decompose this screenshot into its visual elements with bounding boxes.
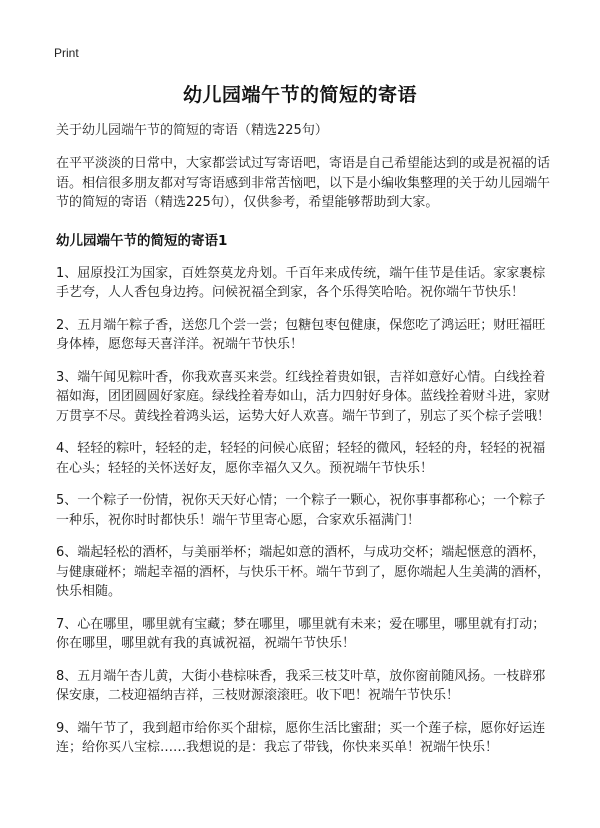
section-heading: 幼儿园端午节的简短的寄语1 — [56, 232, 228, 249]
message-item: 8、五月端午杏儿黄，大街小巷棕味香，我采三枝艾叶草，放你窗前随风扬。一枝辟邪保安康，二枝迎福纳吉祥，三枝财源滚滚旺。收下吧！祝端午节快乐！ — [56, 668, 546, 703]
message-item: 5、一个粽子一份情，祝你天天好心情；一个粽子一颗心，祝你事事都称心；一个粽子一种乐，祝你时时都快乐！端午节里寄心愿，合家欢乐福满门！ — [56, 493, 546, 528]
message-item: 2、五月端午粽子香，送您几个尝一尝；包糖包枣包健康，保您吃了鸿运旺；财旺福旺身体棒，愿您每天喜洋洋。祝端午节快乐！ — [56, 317, 546, 352]
article-body — [56, 121, 550, 771]
article-subtitle: 关于幼儿园端午节的简短的寄语（精选225句） — [56, 123, 328, 138]
page-title: 幼儿园端午节的简短的寄语 — [182, 84, 417, 106]
print-link[interactable]: Print — [54, 46, 79, 60]
message-item: 3、端午闻见粽叶香，你我欢喜买来尝。红线拴着贵如银，吉祥如意好心情。白线拴着福如海，团团圆圆好家庭。绿线拴着寿如山，活力四射好身体。蓝线拴着财斗进，家财万贯享不尽。黄线拴着鸿头运，运势大好人欢喜。端午节到了，别忘了买个棕子尝哦！ — [56, 369, 551, 424]
intro-paragraph: 在平平淡淡的日常中，大家都尝试过写寄语吧，寄语是自己希望能达到的或是祝福的话语。相信很多朋友都对写寄语感到非常苦恼吧，以下是小编收集整理的关于幼儿园端午节的简短的寄语（精选225句），仅供参考，希望能够帮助到大家。 — [56, 156, 551, 210]
message-item: 6、端起轻松的酒杯，与美丽举杯；端起如意的酒杯，与成功交杯；端起惬意的酒杯，与健康碰杯；端起幸福的酒杯，与快乐干杯。端午节到了，愿你端起人生美满的酒杯，快乐相随。 — [56, 545, 551, 599]
message-item: 1、屈原投江为国家，百姓祭莫龙舟划。千百年来成传统，端午佳节是佳话。家家裹棕手艺夸，人人香包身边挎。问候祝福全到家，各个乐得笑哈哈。祝你端午节快乐！ — [56, 265, 546, 300]
message-item: 4、轻轻的粽叶，轻轻的走，轻轻的问候心底留；轻轻的微风，轻轻的舟，轻轻的祝福在心头；轻轻的关怀送好友，愿你幸福久又久。预祝端午节快乐！ — [56, 441, 546, 476]
message-item: 9、端午节了，我到超市给你买个甜棕，愿你生活比蜜甜；买一个莲子棕，愿你好运连连；给你买八宝棕……我想说的是：我忘了带钱，你快来买单！祝端午快乐！ — [56, 720, 546, 755]
message-item: 7、心在哪里，哪里就有宝藏；梦在哪里，哪里就有未来；爱在哪里，哪里就有打动；你在哪里，哪里就有我的真诚祝福，祝端午节快乐！ — [56, 616, 546, 651]
